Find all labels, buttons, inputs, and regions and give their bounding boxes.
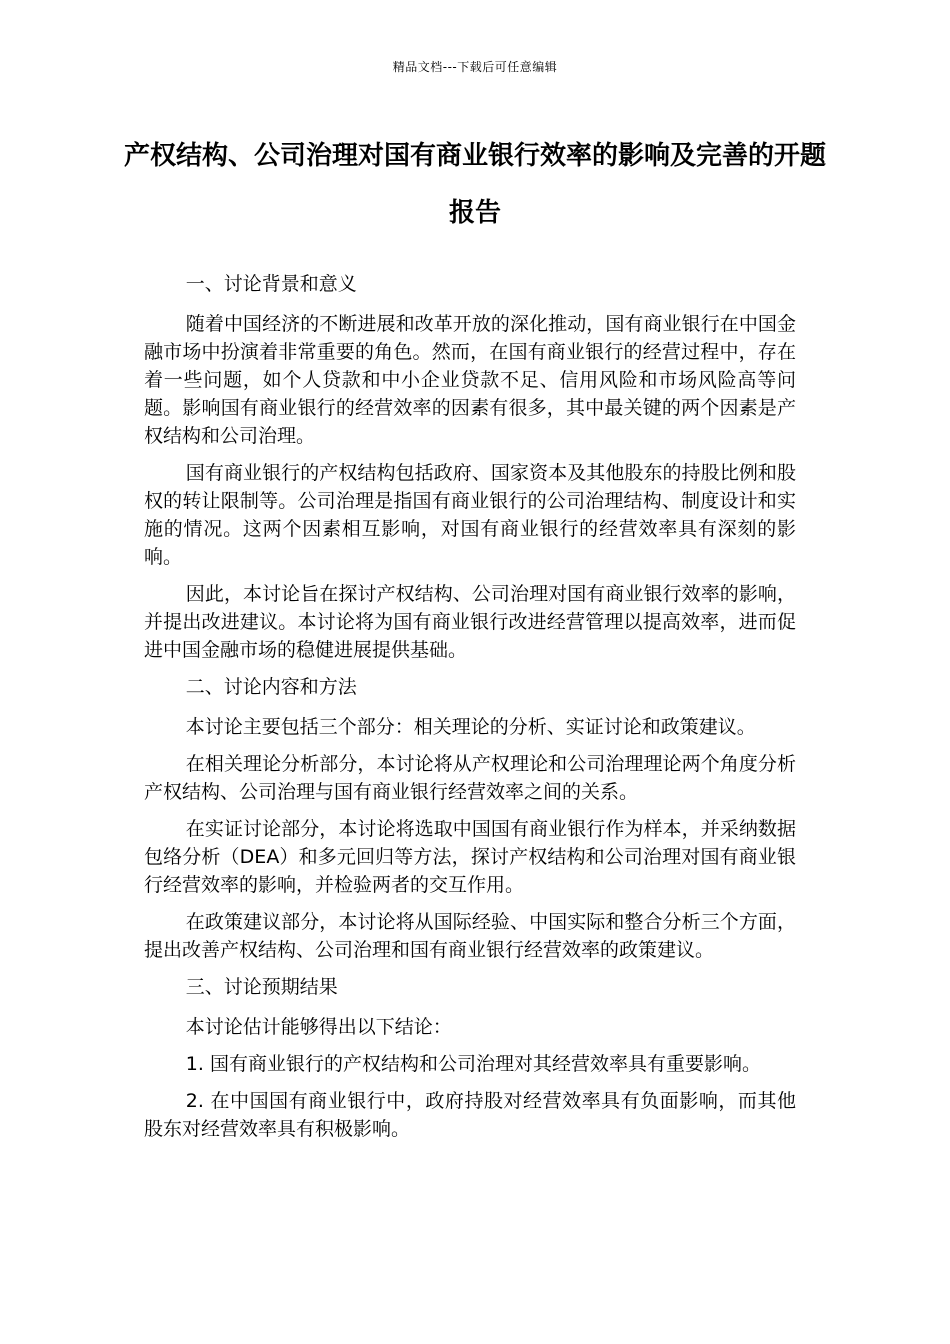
list-item: 1. 国有商业银行的产权结构和公司治理对其经营效率具有重要影响。	[185, 1053, 761, 1075]
document-title: 产权结构、公司治理对国有商业银行效率的影响及完善的开题报告	[123, 141, 826, 228]
body-paragraph: 本讨论估计能够得出以下结论：	[185, 1016, 452, 1038]
body-paragraph: 因此，本讨论旨在探讨产权结构、公司治理对国有商业银行效率的影响，并提出改进建议。本讨论将为国有商业银行改进经营管理以提高效率，进而促进中国金融市场的稳健进展提供基础。	[144, 583, 796, 661]
section-heading: 三、讨论预期结果	[185, 976, 338, 998]
body-paragraph: 本讨论主要包括三个部分：相关理论的分析、实证讨论和政策建议。	[185, 716, 756, 738]
document-body	[144, 270, 796, 1152]
section-heading: 二、讨论内容和方法	[185, 676, 357, 698]
body-paragraph: 随着中国经济的不断进展和改革开放的深化推动，国有商业银行在中国金融市场中扮演着非常重要的角色。然而，在国有商业银行的经营过程中，存在着一些问题，如个人贷款和中小企业贷款不足、信用风险和市场风险高等问题。影响国有商业银行的经营效率的因素有很多，其中最关键的两个因素是产权结构和公司治理。	[144, 313, 796, 447]
section-heading: 一、讨论背景和意义	[185, 273, 357, 295]
body-paragraph: 在相关理论分析部分，本讨论将从产权理论和公司治理理论两个角度分析产权结构、公司治理与国有商业银行经营效率之间的关系。	[144, 753, 796, 803]
body-paragraph: 在实证讨论部分，本讨论将选取中国国有商业银行作为样本，并采纳数据包络分析（DEA）和多元回归等方法，探讨产权结构和公司治理对国有商业银行经营效率的影响，并检验两者的交互作用。	[144, 818, 796, 896]
body-paragraph: 国有商业银行的产权结构包括政府、国家资本及其他股东的持股比例和股权的转让限制等。公司治理是指国有商业银行的公司治理结构、制度设计和实施的情况。这两个因素相互影响，对国有商业银行的经营效率具有深刻的影响。	[144, 462, 796, 568]
body-paragraph: 在政策建议部分，本讨论将从国际经验、中国实际和整合分析三个方面，提出改善产权结构、公司治理和国有商业银行经营效率的政策建议。	[144, 911, 796, 961]
list-item: 2. 在中国国有商业银行中，政府持股对经营效率具有负面影响，而其他股东对经营效率具有积极影响。	[144, 1090, 796, 1140]
header-watermark: 精品文档---下载后可任意编辑	[392, 60, 558, 74]
